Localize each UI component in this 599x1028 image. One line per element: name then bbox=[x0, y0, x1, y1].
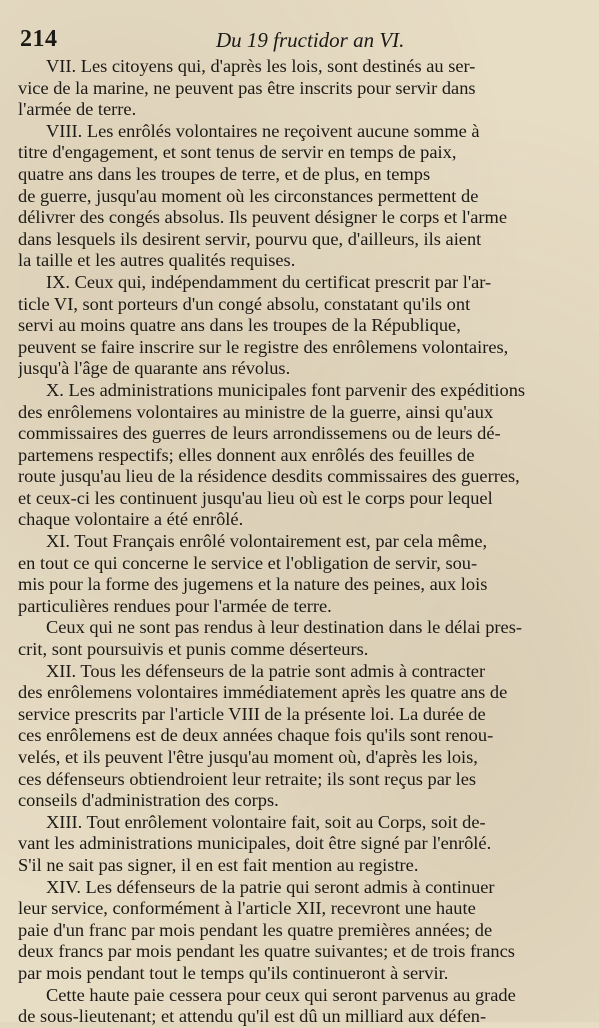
text-line: dans lesquels ils desirent servir, pourvu que, d'ailleurs, ils aient bbox=[18, 228, 482, 249]
text-line: titre d'engagement, et sont tenus de servir en temps de paix, bbox=[18, 142, 457, 163]
text-line: XIV. Les défenseurs de la patrie qui seront admis à continuer bbox=[46, 876, 495, 897]
article-paragraph bbox=[18, 531, 585, 617]
text-line: conseils d'administration des corps. bbox=[18, 790, 279, 811]
text-line: mis pour la forme des jugemens et la nature des peines, aux lois bbox=[18, 574, 488, 595]
text-line: paie d'un franc par mois pendant les quatre premières années; de bbox=[18, 919, 493, 940]
article-paragraph bbox=[18, 121, 585, 272]
page-header-title: Du 19 fructidor an VI. bbox=[216, 28, 405, 52]
text-line: velés, et ils peuvent l'être jusqu'au moment où, d'après les lois, bbox=[18, 747, 478, 767]
article-paragraph bbox=[18, 661, 585, 812]
text-line: Cette haute paie cessera pour ceux qui seront parvenus au grade bbox=[46, 984, 516, 1005]
text-line: ces enrôlemens est de deux années chaque fois qu'ils sont renou- bbox=[18, 725, 494, 746]
text-line: peuvent se faire inscrire sur le registre des enrôlemens volontaires, bbox=[18, 336, 509, 357]
text-line: servi au moins quatre ans dans les troupes de la République, bbox=[18, 315, 461, 336]
text-line: X. Les administrations municipales font parvenir des expéditions bbox=[46, 379, 526, 400]
text-line: et ceux-ci les continuent jusqu'au lieu où est le corps pour lequel bbox=[18, 487, 493, 508]
text-line: partemens respectifs; elles donnent aux enrôlés des feuilles de bbox=[18, 444, 475, 465]
text-line: l'armée de terre. bbox=[18, 99, 137, 120]
text-line: service prescrits par l'article VIII de la présente loi. La durée de bbox=[18, 703, 486, 724]
running-header bbox=[18, 22, 585, 56]
text-line: ticle VI, sont porteurs d'un congé absolu, constatant qu'ils ont bbox=[18, 293, 471, 314]
text-line: commissaires des guerres de leurs arrondissemens ou de leurs dé- bbox=[18, 423, 501, 444]
article-paragraph bbox=[18, 380, 585, 531]
text-line: la taille et les autres qualités requises. bbox=[18, 250, 296, 271]
text-line: délivrer des congés absolus. Ils peuvent désigner le corps et l'arme bbox=[18, 207, 507, 228]
text-line: particulières rendues pour l'armée de terre. bbox=[18, 595, 332, 616]
text-line: S'il ne sait pas signer, il en est fait mention au registre. bbox=[18, 854, 419, 875]
text-line: VII. Les citoyens qui, d'après les lois, sont destinés au ser- bbox=[46, 56, 476, 76]
text-line: par mois pendant tout le temps qu'ils continueront à servir. bbox=[18, 962, 449, 983]
text-line: ces défenseurs obtiendroient leur retraite; ils sont reçus par les bbox=[18, 768, 477, 789]
text-line: des enrôlemens volontaires immédiatement après les quatre ans de bbox=[18, 682, 508, 703]
body-text bbox=[18, 56, 585, 1028]
text-line: vant les administrations municipales, doit être signé par l'enrôlé. bbox=[18, 833, 492, 854]
text-line: en tout ce qui concerne le service et l'obligation de servir, sou- bbox=[18, 552, 478, 573]
text-line: VIII. Les enrôlés volontaires ne reçoivent aucune somme à bbox=[46, 120, 480, 141]
text-line: chaque volontaire a été enrôlé. bbox=[18, 509, 244, 530]
text-line: jusqu'à l'âge de quarante ans révolus. bbox=[18, 358, 291, 379]
text-line: de guerre, jusqu'au moment où les circonstances permettent de bbox=[18, 185, 479, 206]
article-paragraph bbox=[18, 877, 585, 985]
text-line: leur service, conformément à l'article XII, recevront une haute bbox=[18, 898, 476, 919]
text-line: vice de la marine, ne peuvent pas être inscrits pour servir dans bbox=[18, 77, 476, 98]
text-line: des enrôlemens volontaires au ministre de la guerre, ainsi qu'aux bbox=[18, 401, 494, 422]
text-line: XIII. Tout enrôlement volontaire fait, soit au Corps, soit de- bbox=[46, 811, 486, 832]
text-line: XI. Tout Français enrôlé volontairement est, par cela même, bbox=[46, 531, 488, 552]
article-paragraph bbox=[18, 812, 585, 877]
page-number: 214 bbox=[20, 26, 58, 52]
text-line: de sous-lieutenant; et attendu qu'il est dû un milliard aux défen- bbox=[18, 1006, 487, 1027]
article-paragraph bbox=[18, 617, 585, 660]
text-line: crit, sont poursuivis et punis comme déserteurs. bbox=[18, 639, 369, 660]
article-paragraph bbox=[18, 985, 585, 1028]
text-line: XII. Tous les défenseurs de la patrie sont admis à contracter bbox=[46, 660, 486, 681]
article-paragraph bbox=[18, 272, 585, 380]
article-paragraph bbox=[18, 56, 585, 121]
text-line: Ceux qui ne sont pas rendus à leur destination dans le délai pres- bbox=[46, 617, 522, 638]
text-line: quatre ans dans les troupes de terre, et de plus, en temps bbox=[18, 163, 431, 184]
text-line: deux francs par mois pendant les quatre suivantes; et de trois francs bbox=[18, 941, 515, 962]
text-line: IX. Ceux qui, indépendamment du certificat prescrit par l'ar- bbox=[46, 271, 492, 292]
text-line: route jusqu'au lieu de la résidence desdits commissaires des guerres, bbox=[18, 466, 520, 487]
